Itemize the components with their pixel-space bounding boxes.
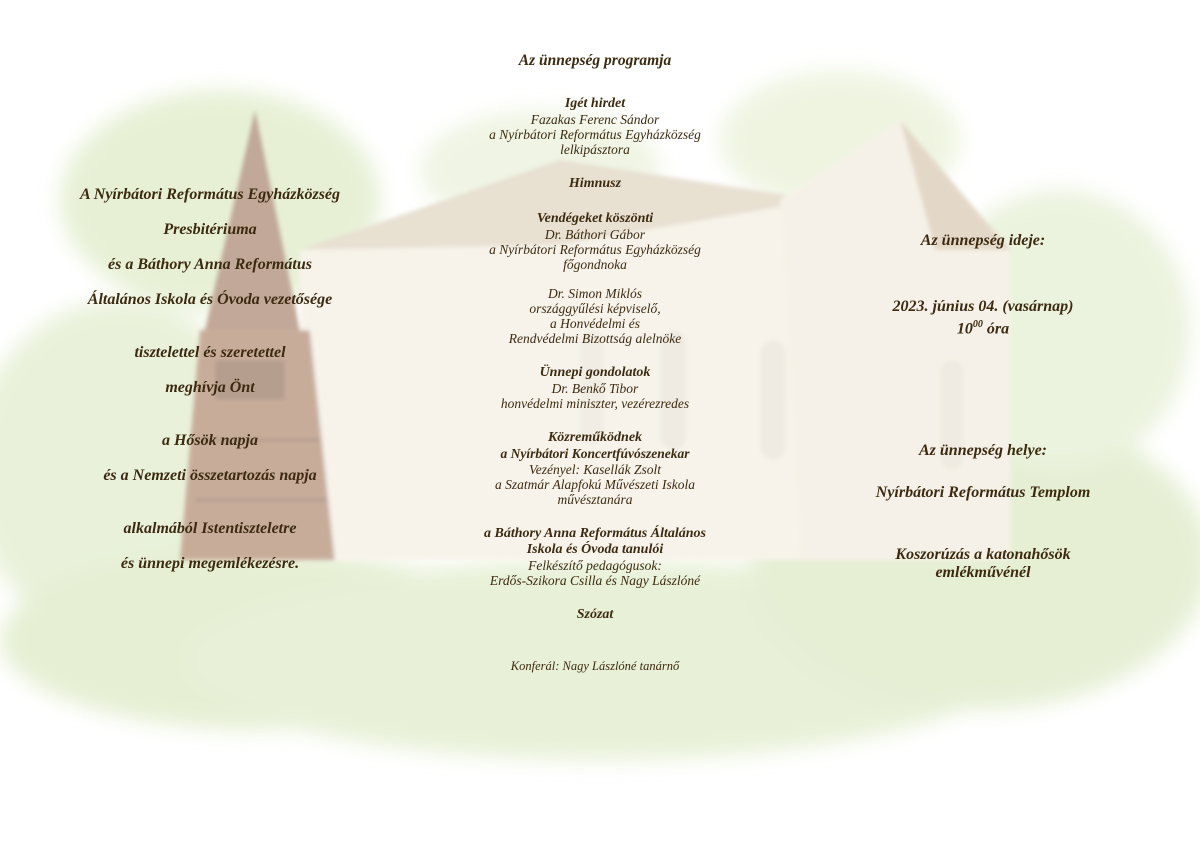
- wreath-line: emlékművénél: [935, 564, 1031, 582]
- program-item-heading: Közreműködnek: [547, 430, 643, 445]
- program-item-role: főgondnoka: [563, 257, 627, 272]
- program-item-heading: Himnusz: [568, 176, 622, 191]
- program-item-szozat: [430, 607, 760, 623]
- invitation-line: A Nyírbátori Református Egyházközség: [79, 186, 341, 203]
- program-item-thoughts: [430, 365, 760, 411]
- program-item-role: Rendvédelmi Bizottság alelnöke: [508, 331, 682, 346]
- program-item-anthem: [430, 176, 760, 192]
- invitation-line: a Hősök napja: [161, 432, 258, 449]
- invitation-line: Általános Iskola és Óvoda vezetősége: [87, 291, 333, 308]
- event-hour-value: 10: [956, 320, 973, 338]
- program-item-person: Erdős-Szikora Csilla és Nagy Lászlóné: [489, 573, 701, 588]
- program-item-person: Dr. Simon Miklós: [547, 286, 643, 301]
- invitation-line: tisztelettel és szeretettel: [134, 344, 286, 361]
- program-item-sermon: [430, 96, 760, 157]
- program-item-heading: a Báthory Anna Református Általános: [484, 526, 706, 541]
- place-label: Az ünnepség helye:: [919, 442, 1047, 460]
- program-item-role: a Nyírbátori Református Egyházközség: [489, 242, 701, 257]
- program-item-heading: Igét hirdet: [564, 96, 626, 111]
- invitation-line: Presbitériuma: [163, 221, 257, 238]
- event-details-column: [838, 232, 1128, 582]
- event-hour-unit: óra: [986, 320, 1010, 338]
- invitation-column: [30, 186, 390, 590]
- program-item-greeting: [430, 211, 760, 272]
- event-hour-minutes: 00: [972, 319, 983, 330]
- program-item-heading: Vendégeket köszönti: [536, 211, 654, 226]
- program-item-students: [430, 526, 760, 588]
- wreath-line: Koszorúzás a katonahősök: [895, 546, 1071, 564]
- invitation-line: és a Nemzeti összetartozás napja: [103, 467, 317, 484]
- event-date: 2023. június 04. (vasárnap): [892, 298, 1074, 315]
- time-label: Az ünnepség ideje:: [920, 232, 1046, 249]
- program-item-person: Dr. Báthori Gábor: [544, 227, 646, 242]
- program-item-heading: Iskola és Óvoda tanulói: [526, 542, 664, 557]
- program-item-greeting-2: [430, 286, 760, 346]
- program-item-role: lelkipásztora: [560, 142, 630, 157]
- event-place: Nyírbátori Református Templom: [875, 484, 1091, 502]
- host-credit: Konferál: Nagy Lászlóné tanárnő: [510, 659, 680, 673]
- program-item-band: a Nyírbátori Koncertfúvószenekar: [500, 446, 690, 461]
- program-item-role: művésztanára: [557, 492, 633, 507]
- program-item-role: a Honvédelmi és: [550, 316, 640, 331]
- invitation-line: alkalmából Istentiszteletre: [123, 520, 297, 537]
- program-item-role: a Szatmár Alapfokú Művészeti Iskola: [495, 477, 695, 492]
- program-item-role: országgyűlési képviselő,: [529, 301, 661, 316]
- invitation-line: és ünnepi megemlékezésre.: [120, 555, 300, 572]
- program-item-person: Fazakas Ferenc Sándor: [530, 112, 660, 127]
- program-item-heading: Ünnepi gondolatok: [539, 365, 651, 380]
- program-item-person: Dr. Benkő Tibor: [551, 381, 639, 396]
- program-item-heading: Szózat: [576, 607, 614, 622]
- invitation-line: meghívja Önt: [165, 379, 255, 396]
- program-item-role: a Nyírbátori Református Egyházközség: [489, 127, 701, 142]
- program-item-person: Vezényel: Kasellák Zsolt: [529, 462, 661, 477]
- program-item-role: Felkészítő pedagógusok:: [528, 558, 662, 573]
- program-item-performers: [430, 430, 760, 507]
- program-column: [430, 52, 760, 674]
- invitation-line: és a Báthory Anna Református: [108, 256, 312, 273]
- program-item-role: honvédelmi miniszter, vezérezredes: [500, 396, 690, 411]
- program-title: Az ünnepség programja: [518, 52, 672, 69]
- event-hour: [838, 316, 1128, 338]
